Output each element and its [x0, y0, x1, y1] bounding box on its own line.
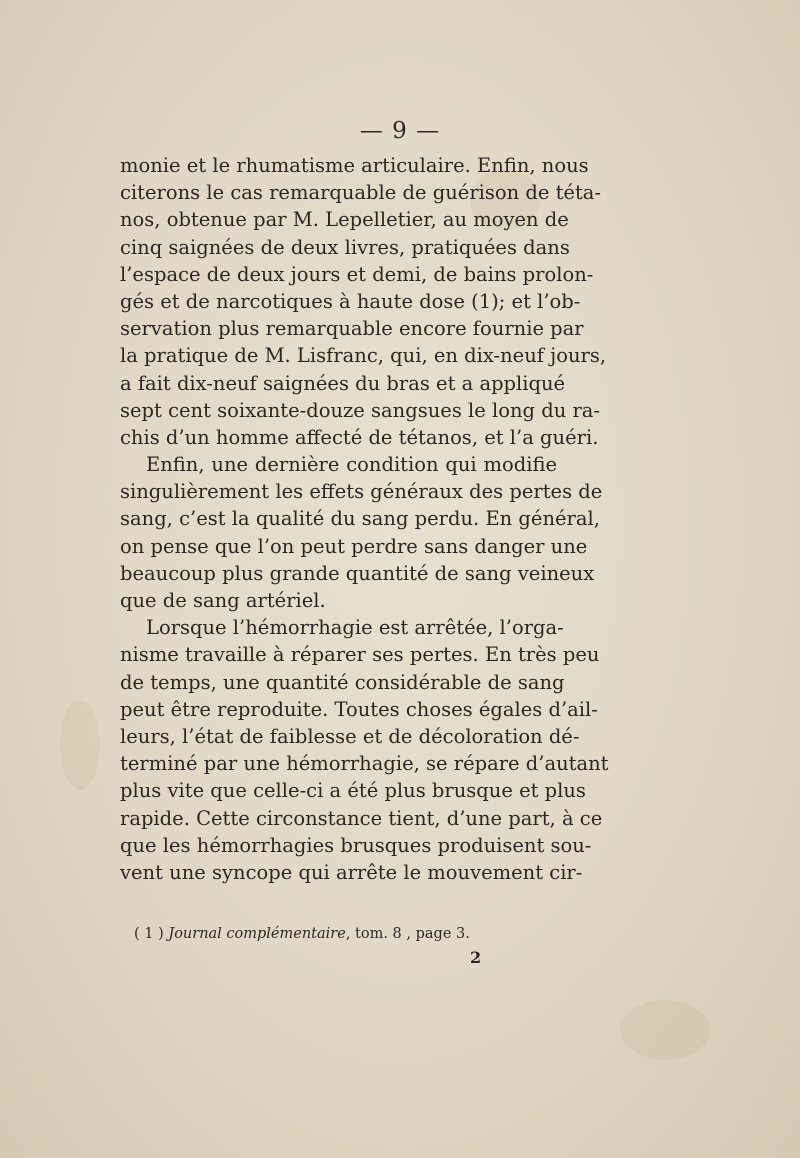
- text-line: plus vite que celle-ci a été plus brusque et plus: [120, 779, 586, 803]
- text-line: gés et de narcotiques à haute dose (1); et l’ob-: [120, 289, 581, 313]
- footnote: [134, 926, 470, 942]
- text-line: vent une syncope qui arrête le mouvement cir-: [120, 860, 583, 884]
- text-line: nos, obtenue par M. Lepelletier, au moyen de: [120, 208, 569, 232]
- footnote-title: Journal complémentaire: [168, 926, 346, 942]
- text-line: citerons le cas remarquable de guérison de téta-: [120, 181, 602, 205]
- paper-stain: [620, 1000, 710, 1060]
- text-line: beaucoup plus grande quantité de sang veineux: [120, 561, 595, 585]
- text-line: que de sang artériel.: [120, 589, 326, 612]
- body-text: [120, 152, 609, 886]
- text-line: monie et le rhumatisme articulaire. Enfin, nous: [120, 154, 589, 177]
- text-line: Lorsque l’hémorrhagie est arrêtée, l’orga-: [146, 616, 564, 640]
- text-line: servation plus remarquable encore fournie par: [120, 317, 584, 341]
- text-line: que les hémorrhagies brusques produisent sou-: [120, 833, 592, 857]
- text-line: leurs, l’état de faiblesse et de décoloration dé-: [120, 724, 580, 748]
- text-line: singulièrement les effets généraux des pertes de: [120, 480, 603, 504]
- text-line: chis d’un homme affecté de tétanos, et l’a guéri.: [120, 425, 599, 449]
- text-line: de temps, une quantité considérable de sang: [120, 670, 565, 694]
- text-line: a fait dix-neuf saignées du bras et a appliqué: [120, 371, 566, 395]
- text-line: nisme travaille à réparer ses pertes. En très peu: [120, 643, 600, 667]
- footnote-reference: , tom. 8 , page 3.: [345, 926, 470, 942]
- signature-mark: 2: [470, 948, 482, 967]
- text-line: rapide. Cette circonstance tient, d’une part, à ce: [120, 806, 603, 830]
- text-line: la pratique de M. Lisfranc, qui, en dix-neuf jours,: [120, 344, 607, 368]
- text-line: on pense que l’on peut perdre sans danger une: [120, 534, 588, 558]
- paper-stain: [60, 700, 100, 790]
- footnote-marker: ( 1 ): [134, 926, 164, 942]
- text-line: l’espace de deux jours et demi, de bains prolon-: [120, 262, 594, 286]
- text-line: cinq saignées de deux livres, pratiquées dans: [120, 235, 570, 259]
- text-line: sang, c’est la qualité du sang perdu. En général,: [120, 507, 600, 531]
- text-line: Enfin, une dernière condition qui modifie: [146, 453, 557, 477]
- text-line: sept cent soixante-douze sangsues le long du ra-: [120, 398, 600, 422]
- text-line: peut être reproduite. Toutes choses égales d’ail-: [120, 697, 598, 721]
- text-line: terminé par une hémorrhagie, se répare d’autant: [120, 752, 609, 776]
- page-number: — 9 —: [359, 118, 441, 144]
